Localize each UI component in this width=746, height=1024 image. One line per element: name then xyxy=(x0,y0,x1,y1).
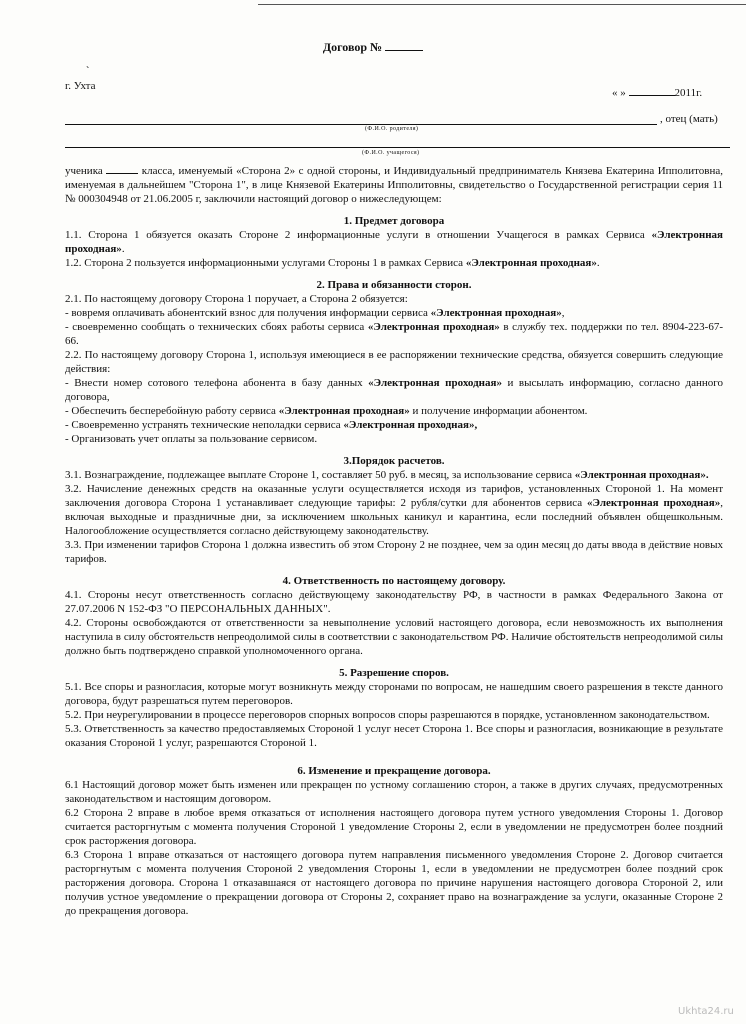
section-5-heading: 5. Разрешение споров. xyxy=(339,667,449,679)
clause-4-1: 4.1. Стороны несут ответственность согласно действующему законодательству РФ, в частности в рамках Федерального Закона от 27.07.2006 N 152-ФЗ "О ПЕРСОНАЛЬНЫХ ДАННЫХ". xyxy=(65,589,723,615)
clause-3-3: 3.3. При изменении тарифов Сторона 1 должна известить об этом Сторону 2 не позднее, чем за один месяц до даты ввода в действие новых тарифов. xyxy=(65,539,723,565)
preamble: ученика класса, именуемый «Сторона 2» с одной стороны, и Индивидуальный предприниматель Князева Екатерина Ипполитовна, именуемая в дальнейшем "Сторона 1", в лице Князевой Екатерины Ипполитовны, свидетельство о Государственной регистрации серия 11 № 000304948 от 21.06.2005 г, заключили настоящий договор о нижеследующем: xyxy=(65,165,724,205)
clause-3-2: 3.2. Начисление денежных средств на оказанные услуги осуществляется исходя из тарифов, установленных Стороной 1. На момент заключения договора Сторона 1 устанавливает следующие тарифы: 2 рубля/сутки для абонентов сервиса «Электронная проходная», включая выходные и праздничные дни, за исключением школьных каникул и карантина, если последний объявлен общешкольным. Налогообложение осуществляется согласно действующему законодательству. xyxy=(65,483,723,537)
clause-3-1: 3.1. Вознаграждение, подлежащее выплате Стороне 1, составляет 50 руб. в месяц, за использование сервиса «Электронная проходная». xyxy=(65,469,709,481)
section-3-heading: 3.Порядок расчетов. xyxy=(343,455,445,467)
clause-2-1: 2.1. По настоящему договору Сторона 1 поручает, а Сторона 2 обязуется: xyxy=(65,293,408,305)
contract-date: « » 2011г. xyxy=(612,87,703,99)
top-rule xyxy=(258,4,746,5)
clause-6-1: 6.1 Настоящий договор может быть изменен или прекращен по устному соглашению сторон, а также в других случаях, предусмотренных законодательством и настоящим договором. xyxy=(65,779,723,805)
contract-number-blank xyxy=(385,40,423,51)
watermark: Ukhta24.ru xyxy=(678,1006,734,1017)
contract-title xyxy=(0,40,746,55)
clause-2-2: 2.2. По настоящему договору Сторона 1, используя имеющиеся в ее распоряжении технические средства, обязуется совершить следующие действия: xyxy=(65,349,723,375)
section-6-heading: 6. Изменение и прекращение договора. xyxy=(297,765,491,777)
clause-6-2: 6.2 Сторона 2 вправе в любое время отказаться от исполнения настоящего договора путем устного уведомления Стороны 1. Договор считается расторгнутым с момента получения Стороной 1 уведомление Стороны 2, если в уведомлении не предусмотрен более поздний срок расторжения договора. xyxy=(65,807,723,847)
clause-4-2: 4.2. Стороны освобождаются от ответственности за невыполнение условий настоящего договора, если невозможность их выполнения наступила в силу обстоятельств непреодолимой силы в соответствии с законодательством РФ. Наличие обстоятельств непреодолимой силы должно быть подтверждено справкой уполномоченного органа. xyxy=(65,617,723,657)
section-1-heading: 1. Предмет договора xyxy=(343,215,445,227)
clause-2-2-a: - Внести номер сотового телефона абонента в базу данных «Электронная проходная» и высылать информацию, согласно данного договора, xyxy=(65,377,723,403)
clause-1-2: 1.2. Сторона 2 пользуется информационными услугами Стороны 1 в рамках Сервиса «Электронная проходная». xyxy=(65,257,600,269)
clause-1-1: 1.1. Сторона 1 обязуется оказать Стороне 2 информационные услуги в отношении Учащегося в рамках Сервиса «Электронная проходная». xyxy=(65,229,723,255)
clause-2-2-b: - Обеспечить бесперебойную работу сервиса «Электронная проходная» и получение информации абонентом. xyxy=(65,405,588,417)
clause-5-1: 5.1. Все споры и разногласия, которые могут возникнуть между сторонами по вопросам, не нашедшим своего разрешения в тексте данного договора, будут разрешаться путем переговоров. xyxy=(65,681,723,707)
parent-name-line xyxy=(65,124,657,125)
section-2-heading: 2. Права и обязанности сторон. xyxy=(316,279,472,291)
clause-2-1-a: - вовремя оплачивать абонентский взнос для получения информации сервиса «Электронная проходная», xyxy=(65,307,565,319)
parent-role: , отец (мать) xyxy=(660,113,718,125)
student-name-line xyxy=(65,147,730,148)
clause-6-3: 6.3 Сторона 1 вправе отказаться от настоящего договора путем направления письменного уведомления Стороне 2. Договор считается расторгнутым с момента получения Стороной 2 уведомления Стороны 1, если в уведомлении не предусмотрен более поздний срок расторжения договора. Сторона 1 отказавшаяся от настоящего договора по причине нарушения настоящего договора Стороной 2, или получив устное уведомление о прекращении договора от Стороны 2, сохраняет право на вознаграждение за услуги, оказанные Стороне 2 до прекращения договора. xyxy=(65,849,723,917)
clause-5-2: 5.2. При неурегулировании в процессе переговоров спорных вопросов споры разрешаются в порядке, установленном законодательством. xyxy=(65,709,710,721)
clause-2-2-d: - Организовать учет оплаты за пользование сервисом. xyxy=(65,433,318,445)
section-4-heading: 4. Ответственность по настоящему договору. xyxy=(282,575,506,587)
student-caption: (Ф.И.О. учащегося) xyxy=(362,150,420,156)
clause-2-1-b: - своевременно сообщать о технических сбоях работы сервиса «Электронная проходная» в службу тех. поддержки по тел. 8904-223-67-66. xyxy=(65,321,723,347)
date-blank xyxy=(629,86,675,96)
clause-5-3: 5.3. Ответственность за качество предоставляемых Стороной 1 услуг несет Сторона 1. Все споры и разногласия, возникающие в результате оказания Стороной 1 услуг, разрешаются Стороной 1. xyxy=(65,723,723,749)
stray-mark: ˋ xyxy=(86,66,90,77)
parent-caption: (Ф.И.О. родителя) xyxy=(365,126,419,132)
title-text: Договор № xyxy=(322,40,383,54)
contract-body xyxy=(65,164,723,918)
clause-2-2-c: - Своевременно устранять технические неполадки сервиса «Электронная проходная», xyxy=(65,419,478,431)
city: г. Ухта xyxy=(65,80,96,92)
